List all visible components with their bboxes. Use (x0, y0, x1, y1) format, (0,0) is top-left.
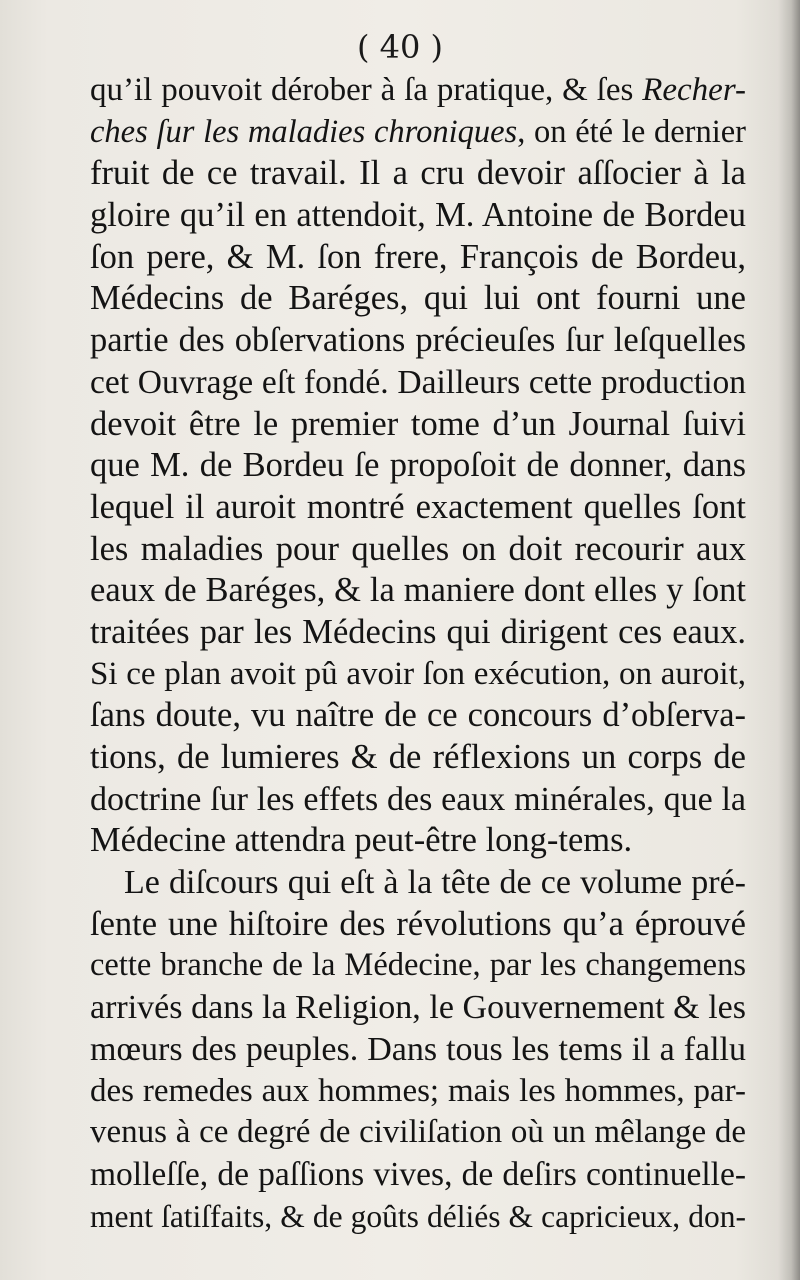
text-line: qu’il pouvoit dérober à ſa pratique, & ſes Recher- (90, 72, 746, 108)
text-line: molleſſe, de paſſions vives, de deſirs continuelle- (90, 1155, 746, 1193)
text-line: Si ce plan avoit pû avoir ſon exécution, on auroit, (90, 655, 746, 692)
text-line: les maladies pour quelles on doit recourir aux (90, 529, 746, 568)
text-line: devoit être le premier tome d’un Journal ſuivi (90, 404, 746, 443)
paragraph-start-line: Le diſcours qui eſt à la tête de ce volume pré- (124, 864, 746, 902)
text-line: ſans doute, vu naître de ce concours d’obſerva- (90, 696, 746, 735)
text-line: traitées par les Médecins qui dirigent ces eaux. (90, 612, 746, 651)
body-text (90, 70, 746, 1237)
text-line: des remedes aux hommes; mais les hommes, par- (90, 1072, 746, 1109)
text-line: arrivés dans la Religion, le Gouvernement & les (90, 989, 746, 1027)
text-line: gloire qu’il en attendoit, M. Antoine de Bordeu (90, 196, 746, 235)
text-line: Médecins de Baréges, qui lui ont fourni une (90, 279, 746, 318)
text-line: que M. de Bordeu ſe propoſoit de donner, dans (90, 446, 746, 485)
text-line: venus à ce degré de civiliſation où un mêlange de (90, 1114, 746, 1151)
text-line: cette branche de la Médecine, par les changemens (90, 947, 746, 984)
paragraph-end-line: Médecine attendra peut-être long-tems. (90, 821, 633, 860)
text-line: eaux de Baréges, & la maniere dont elles y ſont (90, 571, 746, 610)
text-line: doctrine ſur les effets des eaux minérales, que la (90, 780, 746, 818)
page-number: ( 40 ) (356, 28, 444, 66)
page-edge-shadow (778, 0, 800, 1280)
text-line: fruit de ce travail. Il a cru devoir aſſocier à la (90, 154, 746, 193)
text-line: ſon pere, & M. ſon frere, François de Bordeu, (90, 237, 746, 276)
text-line: ches ſur les maladies chroniques, on été le dernier (90, 113, 746, 150)
text-line: partie des obſervations précieuſes ſur leſquelles (90, 321, 746, 360)
text-line: tions, de lumieres & de réflexions un corps de (90, 738, 746, 776)
text-line: lequel il auroit montré exactement quelles ſont (90, 487, 746, 526)
text-line: mœurs des peuples. Dans tous les tems il a fallu (90, 1030, 746, 1068)
text-line: ment ſatiſfaits, & de goûts déliés & capricieux, don- (90, 1198, 746, 1234)
text-line: cet Ouvrage eſt fondé. Dailleurs cette production (90, 363, 746, 401)
text-line: ſente une hiſtoire des révolutions qu’a éprouvé (90, 904, 746, 943)
